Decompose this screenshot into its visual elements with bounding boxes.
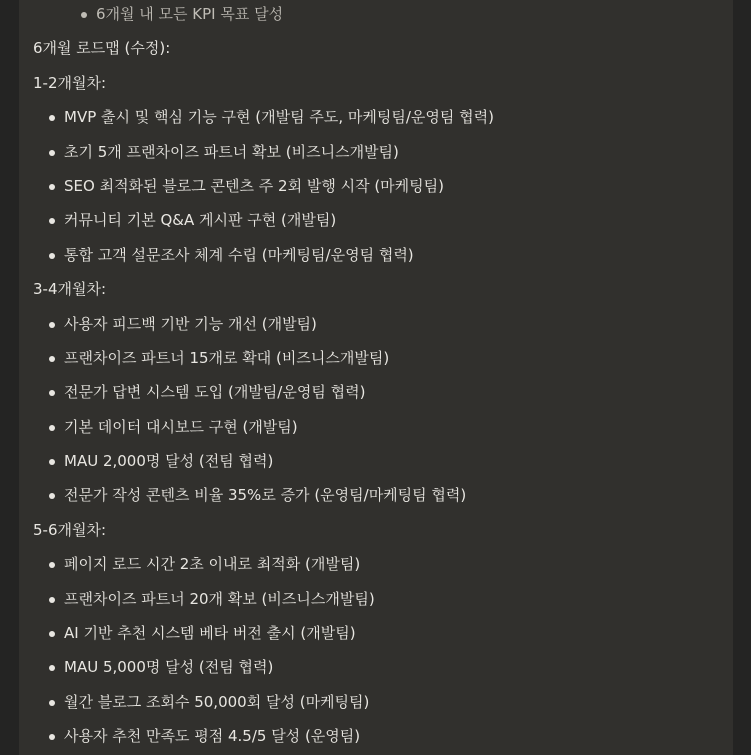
- bullet-icon: [49, 459, 55, 465]
- bullet-icon: [49, 425, 55, 431]
- bullet-icon: [49, 493, 55, 499]
- list-item: [33, 140, 733, 174]
- list-item: [33, 105, 733, 139]
- roadmap-title: 6개월 로드맵 (수정):: [33, 39, 171, 58]
- bullet-icon: [49, 665, 55, 671]
- list-item-text: AI 기반 추천 시스템 베타 버전 출시 (개발팀): [64, 624, 356, 643]
- list-item-text: 초기 5개 프랜차이즈 파트너 확보 (비즈니스개발팀): [64, 142, 399, 161]
- list-item-text: 프랜차이즈 파트너 15개로 확대 (비즈니스개발팀): [64, 348, 390, 367]
- list-item: [33, 621, 733, 655]
- list-item: [33, 415, 733, 449]
- bullet-icon: [49, 562, 55, 568]
- bullet-icon: [49, 356, 55, 362]
- list-item-text: 사용자 피드백 기반 기능 개선 (개발팀): [64, 314, 317, 333]
- bullet-icon: [49, 700, 55, 706]
- list-item: [33, 483, 733, 517]
- list-item-text: 페이지 로드 시간 2초 이내로 최적화 (개발팀): [64, 555, 361, 574]
- left-gutter: [0, 0, 19, 755]
- list-item-text: SEO 최적화된 블로그 콘텐츠 주 2회 발행 시작 (마케팅팀): [64, 176, 444, 195]
- bullet-icon: [81, 12, 87, 18]
- bullet-icon: [49, 322, 55, 328]
- list-item: [33, 208, 733, 242]
- list-item: [33, 346, 733, 380]
- list-item: [33, 174, 733, 208]
- bullet-icon: [49, 390, 55, 396]
- list-item: [33, 690, 733, 724]
- bullet-icon: [49, 734, 55, 740]
- list-item-text: 커뮤니티 기본 Q&A 게시판 구현 (개발팀): [64, 211, 337, 230]
- bullet-icon: [49, 184, 55, 190]
- list-item-text: 프랜차이즈 파트너 20개 확보 (비즈니스개발팀): [64, 589, 375, 608]
- list-item: [33, 243, 733, 277]
- list-item-text: 기본 데이터 대시보드 구현 (개발팀): [64, 417, 298, 436]
- list-item-text: 6개월 내 모든 KPI 목표 달성: [96, 5, 284, 23]
- bullet-icon: [49, 597, 55, 603]
- roadmap-content: [33, 2, 733, 755]
- list-item: [33, 449, 733, 483]
- bullet-icon: [49, 218, 55, 224]
- list-item-text: MAU 5,000명 달성 (전팀 협력): [64, 658, 274, 677]
- bullet-icon: [49, 253, 55, 259]
- phase-label: 1-2개월차:: [33, 73, 107, 92]
- list-item-text: 사용자 추천 만족도 평점 4.5/5 달성 (운영팀): [64, 727, 361, 746]
- list-item-text: 전문가 작성 콘텐츠 비율 35%로 증가 (운영팀/마케팅팀 협력): [64, 486, 467, 505]
- list-item: [33, 655, 733, 689]
- list-item-text: MVP 출시 및 핵심 기능 구현 (개발팀 주도, 마케팅팀/운영팀 협력): [64, 108, 494, 127]
- phase-label: 3-4개월차:: [33, 280, 107, 299]
- phase-label: 5-6개월차:: [33, 520, 107, 539]
- list-item: [33, 587, 733, 621]
- list-item-text: 통합 고객 설문조사 체계 수립 (마케팅팀/운영팀 협력): [64, 245, 414, 264]
- bullet-icon: [49, 150, 55, 156]
- list-item: [33, 312, 733, 346]
- list-item-text: 전문가 답변 시스템 도입 (개발팀/운영팀 협력): [64, 383, 366, 402]
- list-item: [33, 724, 733, 755]
- list-item: [33, 552, 733, 586]
- bullet-icon: [49, 631, 55, 637]
- list-item: [33, 2, 733, 36]
- list-item-text: 월간 블로그 조회수 50,000회 달성 (마케팅팀): [64, 692, 370, 711]
- list-item-text: MAU 2,000명 달성 (전팀 협력): [64, 452, 274, 471]
- bullet-icon: [49, 115, 55, 121]
- right-gutter: [733, 0, 751, 755]
- list-item: [33, 380, 733, 414]
